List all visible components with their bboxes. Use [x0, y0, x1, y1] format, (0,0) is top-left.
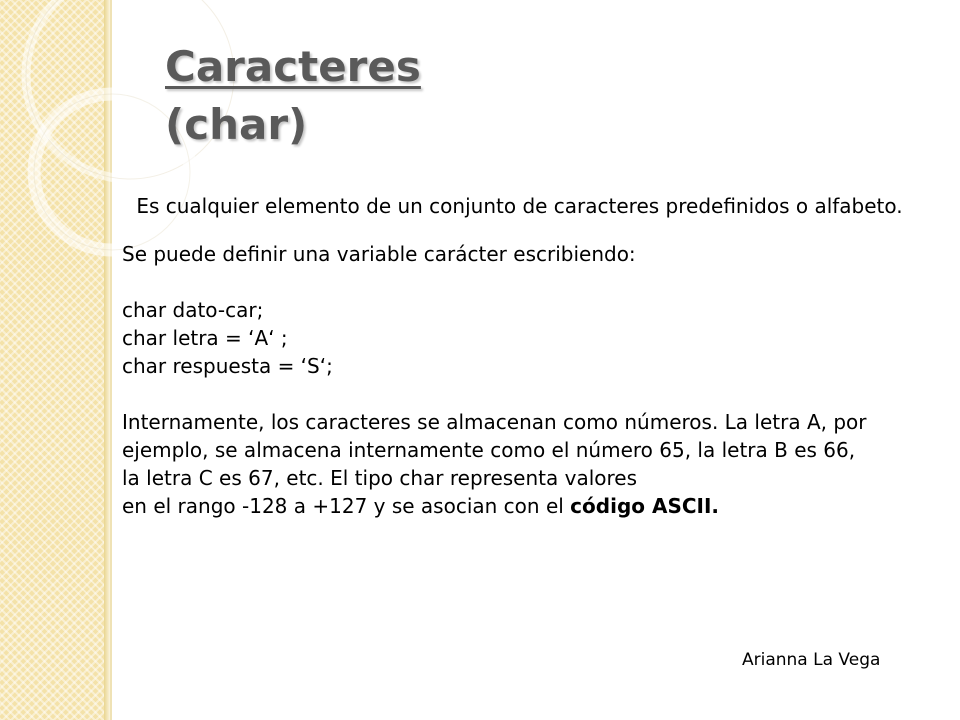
internal-text-line: la letra C es 67, etc. El tipo char representa valores [122, 466, 637, 490]
code-line: char dato-car; [122, 298, 264, 322]
title-line-2: (char) [165, 100, 308, 149]
declare-intro: Se puede definir una variable carácter escribiendo: [122, 242, 636, 266]
definition-text: Es cualquier elemento de un conjunto de caracteres predefinidos o alfabeto. [136, 194, 903, 218]
range-text: en el rango -128 a +127 y se asocian con el [122, 494, 571, 518]
internal-text-line: ejemplo, se almacena internamente como el número 65, la letra B es 66, [122, 438, 856, 462]
code-line: char respuesta = ‘S‘; [122, 354, 333, 378]
title-line-1: Caracteres [165, 42, 421, 91]
ascii-emphasis: código ASCII. [570, 494, 719, 518]
slide-title [165, 38, 421, 154]
range-text-line [122, 492, 917, 520]
internal-text-line: Internamente, los caracteres se almacenan como números. La letra A, por [122, 410, 867, 434]
author-name: Arianna La Vega [742, 650, 881, 670]
slide-body [122, 192, 917, 520]
code-line: char letra = ‘A‘ ; [122, 326, 288, 350]
